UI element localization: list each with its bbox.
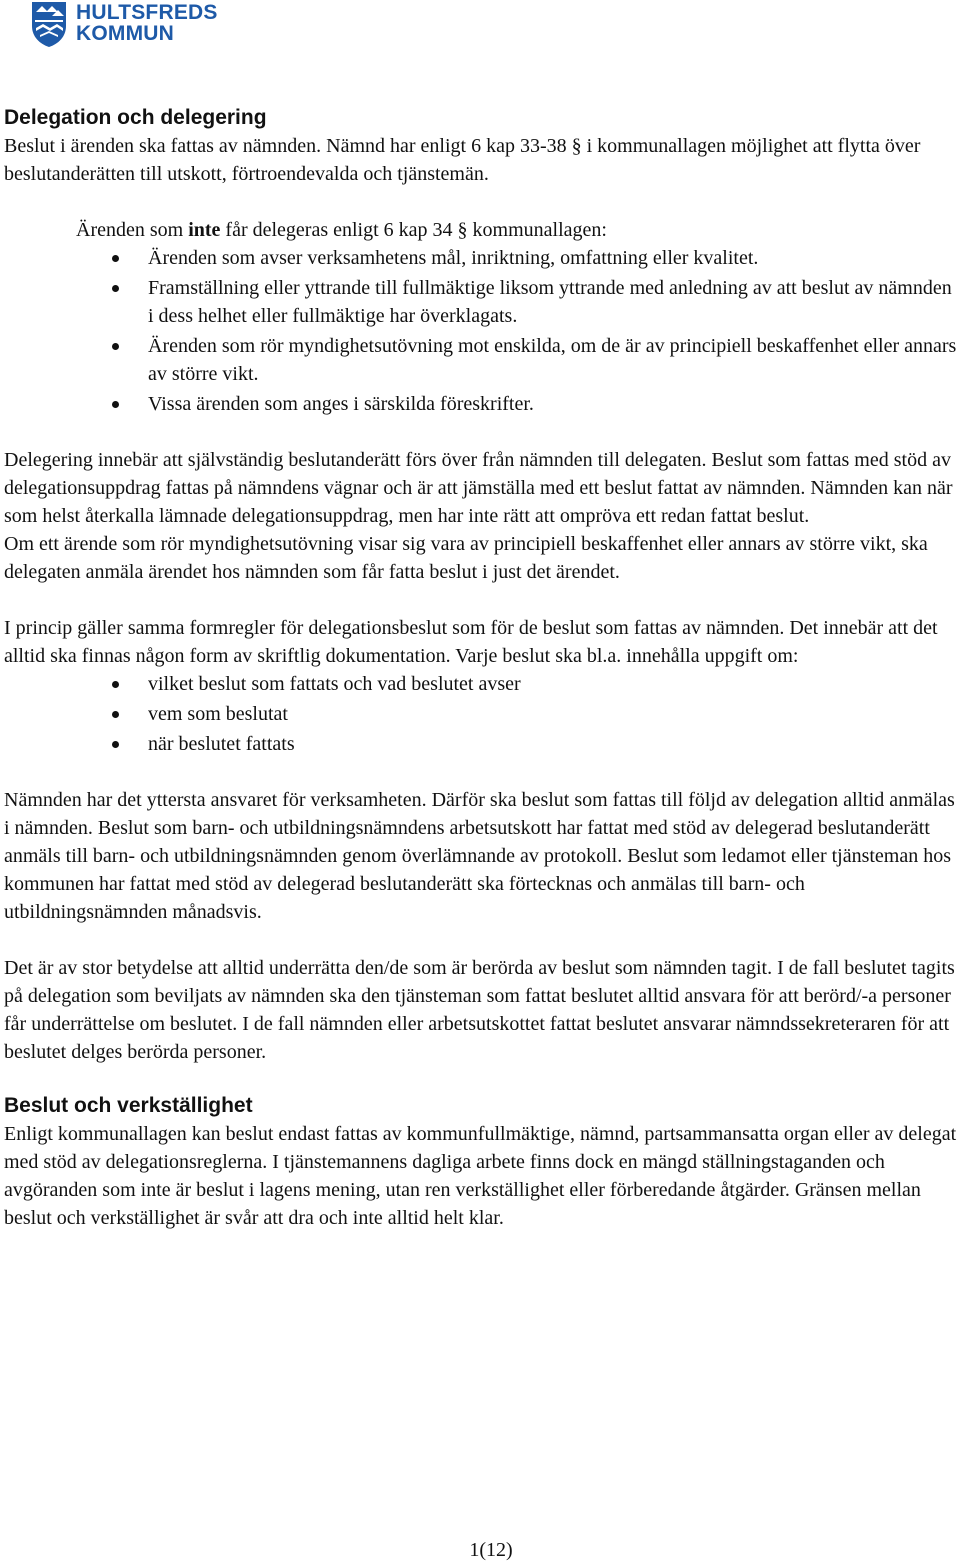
required-info-list	[4, 670, 958, 758]
section-heading-verkstallighet: Beslut och verkställighet	[4, 1094, 253, 1117]
bullet-icon	[112, 741, 119, 748]
hultsfred-logo	[30, 0, 230, 52]
municipal-crest-icon	[30, 0, 68, 48]
section-heading-delegation: Delegation och delegering	[4, 106, 267, 129]
underratta-paragraph: Det är av stor betydelse att alltid underrätta den/de som är berörda av beslut som nämnden tagit. I de fall beslutet tagits på delegation som beviljats av nämnden ska den tjänsteman som fattat beslutet alltid ansvara för att berörd/-a personer får underrättelse om beslutet. I de fall nämnden eller arbetsutskottet fattat beslutet ansvarar nämndssekreteraren för att beslutet delges berörda personer.	[4, 957, 955, 1063]
principiell-paragraph: Om ett ärende som rör myndighetsutövning visar sig vara av principiell beskaffenhet eller annars av större vikt, ska delegaten anmäla ärendet hos nämnden som får fatta beslut i just det ärendet.	[4, 533, 928, 583]
bullet-icon	[112, 285, 119, 292]
bullet-icon	[112, 401, 119, 408]
bullet-icon	[112, 681, 119, 688]
bullet-icon	[112, 343, 119, 350]
non-delegable-list	[4, 244, 958, 418]
list-intro-part-a: Ärenden som	[76, 219, 189, 241]
list-item: vem som beslutat	[4, 700, 958, 728]
list-item: Vissa ärenden som anges i särskilda föreskrifter.	[4, 390, 958, 418]
ansvar-paragraph: Nämnden har det yttersta ansvaret för verksamheten. Därför ska beslut som fattas till följd av delegation alltid anmälas i nämnden. Beslut som barn- och utbildningsnämndens arbetsutskott har fattat med stöd av delegerad beslutanderätt anmäls till barn- och utbildningsnämnden genom överlämnande av protokoll. Beslut som ledamot eller tjänsteman hos kommunen har fattat med stöd av delegerad beslutanderätt ska förtecknas och anmälas till barn- och utbildningsnämnden månadsvis.	[4, 789, 955, 923]
document-body	[4, 104, 958, 1232]
bullet-icon	[112, 255, 119, 262]
list-item: vilket beslut som fattats och vad beslutet avser	[4, 670, 958, 698]
formregler-paragraph: I princip gäller samma formregler för delegationsbeslut som för de beslut som fattas av nämnden. Det innebär att det alltid ska finnas någon form av skriftlig dokumentation. Varje beslut ska bl.a. innehålla uppgift om:	[4, 617, 938, 667]
bullet-icon	[112, 711, 119, 718]
delegering-paragraph: Delegering innebär att självständig beslutanderätt förs över från nämnden till delegaten. Beslut som fattas med stöd av delegationsuppdrag fattas på nämndens vägnar och är att jämställa med ett beslut fattat av nämnden. Nämnden kan när som helst återkalla lämnade delegationsuppdrag, men har inte rätt att ompröva ett redan fattat beslut.	[4, 449, 953, 527]
page-number: 1(12)	[469, 1539, 513, 1561]
list-item: när beslutet fattats	[4, 730, 958, 758]
list-intro-part-c: får delegeras enligt 6 kap 34 § kommunallagen:	[220, 219, 607, 241]
logo-wordmark	[76, 2, 218, 44]
list-item: Ärenden som avser verksamhetens mål, inriktning, omfattning eller kvalitet.	[4, 244, 958, 272]
intro-paragraph: Beslut i ärenden ska fattas av nämnden. Nämnd har enligt 6 kap 33-38 § i kommunallagen möjlighet att flytta över beslutanderätten till utskott, förtroendevalda och tjänstemän.	[4, 135, 921, 185]
list-item: Ärenden som rör myndighetsutövning mot enskilda, om de är av principiell beskaffenhet eller annars av större vikt.	[4, 332, 958, 388]
verkstallighet-paragraph: Enligt kommunallagen kan beslut endast fattas av kommunfullmäktige, nämnd, partsammansatta organ eller av delegat med stöd av delegationsreglerna. I tjänstemannens dagliga arbete finns dock en mängd ställningstaganden och avgöranden som inte är beslut i lagens mening, utan ren verkställighet eller förberedande åtgärder. Gränsen mellan beslut och verkställighet är svår att dra och inte alltid helt klar.	[4, 1123, 957, 1229]
logo-line-2: KOMMUN	[76, 22, 175, 45]
list-item: Framställning eller yttrande till fullmäktige liksom yttrande med anledning av att beslut av nämnden i dess helhet eller fullmäktige har överklagats.	[4, 274, 958, 330]
logo-line-1: HULTSFREDS	[76, 1, 218, 24]
list-intro-emphasis: inte	[188, 219, 221, 241]
list-intro	[4, 216, 958, 244]
